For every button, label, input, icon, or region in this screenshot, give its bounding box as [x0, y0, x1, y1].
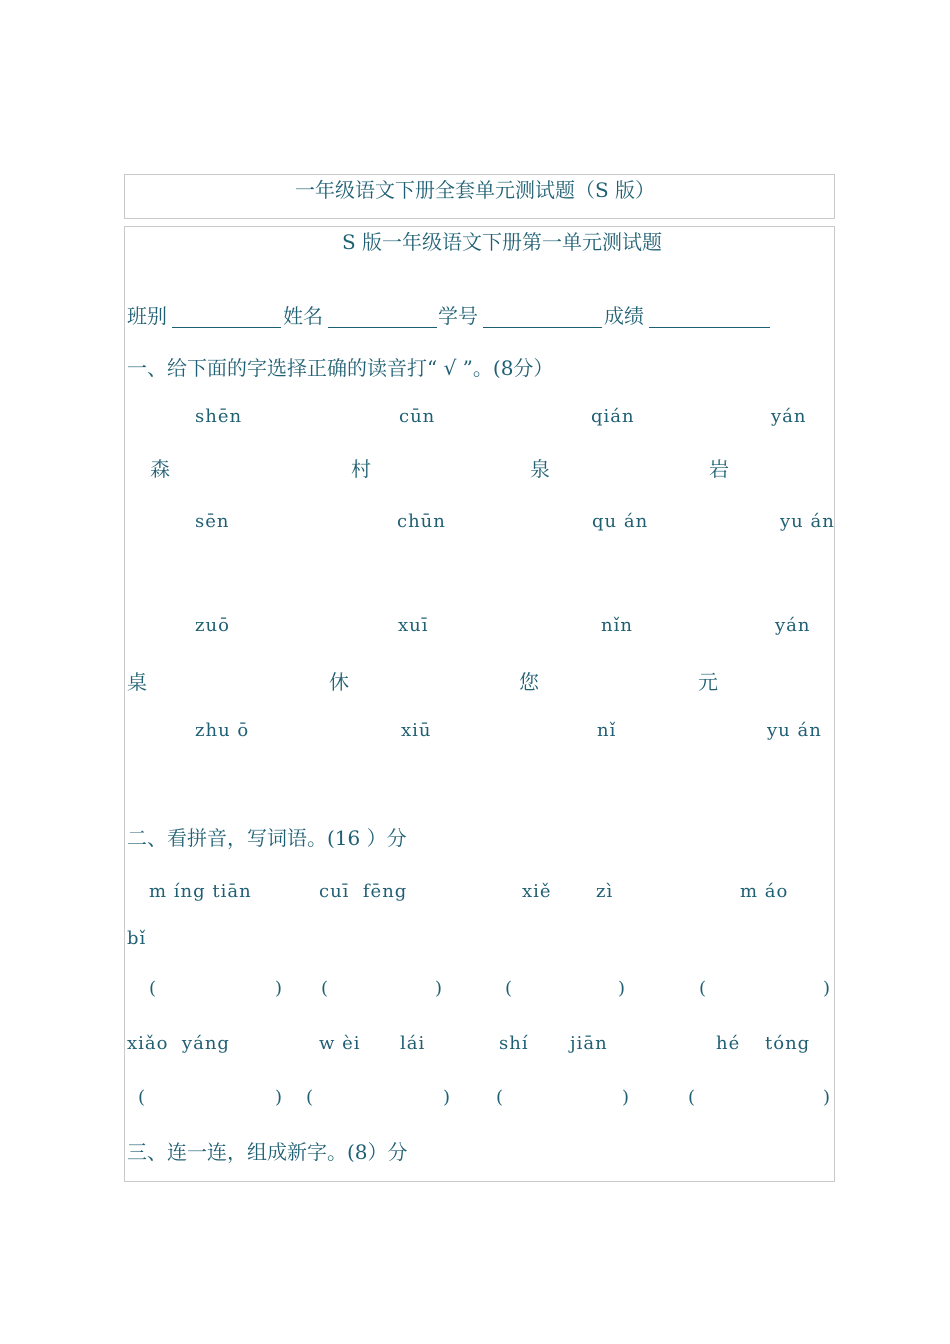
pinyin-option[interactable]: yu án	[780, 511, 835, 532]
answer-bracket-open: (	[699, 978, 708, 999]
character: 泉	[530, 457, 550, 481]
pinyin-option[interactable]: yán	[771, 406, 807, 427]
class-label: 班别	[127, 304, 167, 328]
pinyin-word: cuī fēng	[319, 881, 408, 902]
pinyin-word: shí	[499, 1033, 529, 1054]
pinyin-word: zì	[596, 881, 614, 902]
answer-bracket-open: (	[149, 978, 158, 999]
pinyin-word: bǐ	[127, 928, 147, 949]
pinyin-word: xiě	[522, 881, 552, 902]
pinyin-word: tóng	[765, 1033, 811, 1054]
pinyin-word: xiǎo yáng	[127, 1033, 230, 1054]
character: 元	[698, 670, 718, 694]
answer-bracket-close: )	[435, 978, 444, 999]
pinyin-word: w èi	[319, 1033, 361, 1054]
character: 桌	[127, 670, 147, 694]
answer-bracket-open: (	[138, 1087, 147, 1108]
pinyin-option[interactable]: xiū	[401, 720, 432, 741]
pinyin-option[interactable]: xuī	[398, 615, 429, 636]
pinyin-word: lái	[400, 1033, 426, 1054]
answer-bracket-close: )	[823, 978, 832, 999]
pinyin-word: jiān	[570, 1033, 608, 1054]
answer-bracket-close: )	[275, 978, 284, 999]
answer-bracket-open: (	[505, 978, 514, 999]
section2-heading: 二、看拼音，写词语。(16 ）分	[127, 826, 407, 850]
pinyin-word: m áo	[740, 881, 789, 902]
character: 森	[150, 457, 170, 481]
pinyin-word: hé	[716, 1033, 741, 1054]
class-blank[interactable]	[172, 327, 281, 328]
document-title: 一年级语文下册全套单元测试题（S 版）	[294, 178, 656, 202]
pinyin-option[interactable]: yu án	[767, 720, 822, 741]
character: 休	[329, 670, 349, 694]
answer-bracket-close: )	[618, 978, 627, 999]
pinyin-option[interactable]: qu án	[592, 511, 649, 532]
answer-bracket-close: )	[622, 1087, 631, 1108]
section3-heading: 三、连一连，组成新字。(8）分	[127, 1140, 408, 1164]
answer-bracket-close: )	[443, 1087, 452, 1108]
score-label: 成绩	[604, 304, 644, 328]
student-id-blank[interactable]	[483, 327, 602, 328]
section1-heading: 一、给下面的字选择正确的读音打“ √ ”。(8分）	[127, 356, 554, 380]
answer-bracket-open: (	[321, 978, 330, 999]
test-subtitle: S 版一年级语文下册第一单元测试题	[341, 230, 663, 254]
answer-bracket-close: )	[275, 1087, 284, 1108]
pinyin-option[interactable]: sēn	[195, 511, 230, 532]
character: 村	[351, 457, 371, 481]
student-id-label: 学号	[438, 304, 478, 328]
pinyin-option[interactable]: shēn	[195, 406, 243, 427]
pinyin-option[interactable]: nǐn	[601, 615, 633, 636]
answer-bracket-open: (	[306, 1087, 315, 1108]
pinyin-option[interactable]: zhu ō	[195, 720, 250, 741]
pinyin-option[interactable]: qián	[591, 406, 635, 427]
pinyin-word: m íng tiān	[149, 881, 252, 902]
pinyin-option[interactable]: yán	[775, 615, 811, 636]
pinyin-option[interactable]: chūn	[397, 511, 446, 532]
answer-bracket-open: (	[688, 1087, 697, 1108]
score-blank[interactable]	[649, 327, 770, 328]
pinyin-option[interactable]: zuō	[195, 615, 230, 636]
character: 岩	[709, 457, 729, 481]
name-blank[interactable]	[328, 327, 437, 328]
answer-bracket-close: )	[823, 1087, 832, 1108]
character: 您	[519, 670, 539, 694]
pinyin-option[interactable]: nǐ	[597, 720, 617, 741]
pinyin-option[interactable]: cūn	[399, 406, 436, 427]
name-label: 姓名	[283, 304, 323, 328]
answer-bracket-open: (	[496, 1087, 505, 1108]
